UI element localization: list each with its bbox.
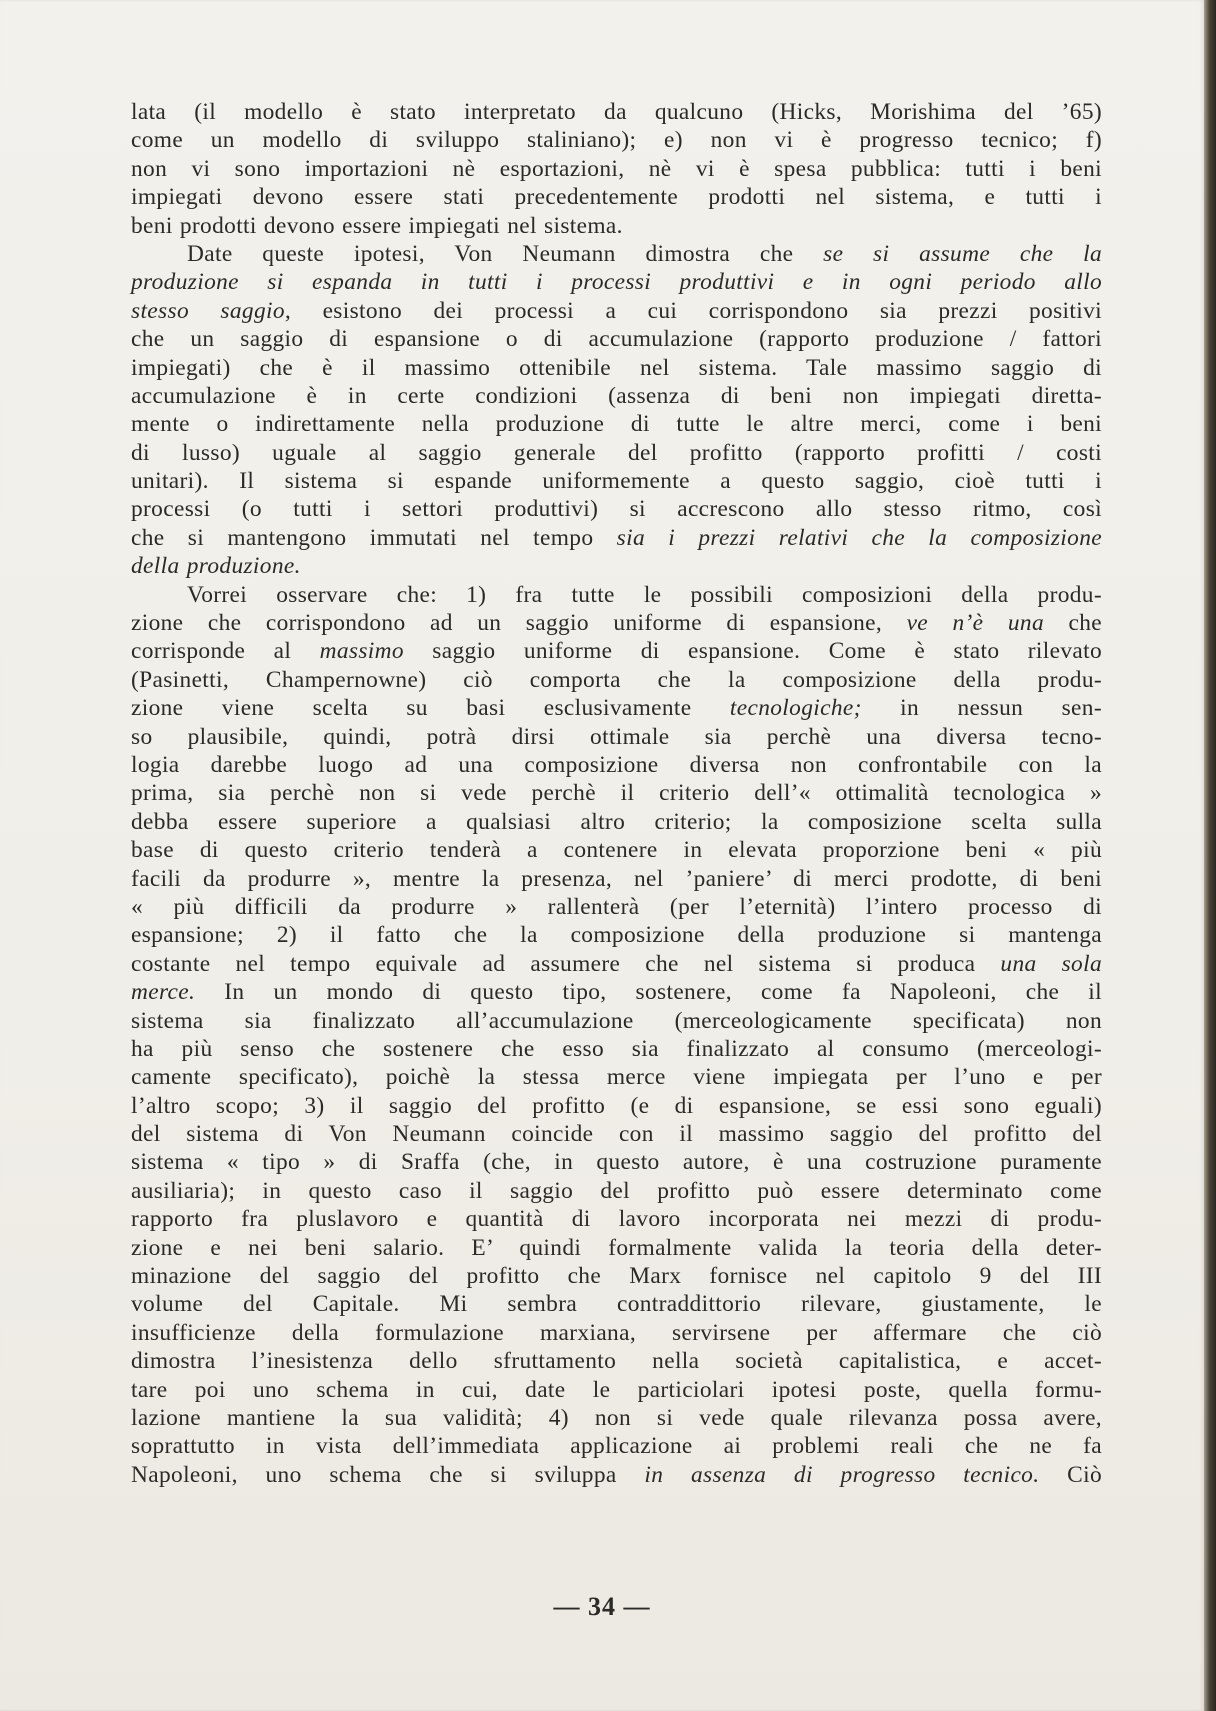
text-line: logia darebbe luogo ad una composizione diversa non confrontabile con la — [131, 751, 1102, 778]
text-run: che si mantengono immutati nel tempo — [131, 524, 617, 551]
text-line — [131, 694, 1102, 722]
text-line — [131, 637, 1102, 665]
text-line: Vorrei osservare che: 1) fra tutte le possibili composizioni della produ- — [187, 581, 1102, 608]
text-line: insufficienze della formulazione marxiana, servirsene per affermare che ciò — [131, 1319, 1102, 1346]
text-line: lata (il modello è stato interpretato da qualcuno (Hicks, Morishima del ’65) — [131, 99, 1102, 125]
text-line: base di questo criterio tenderà a contenere in elevata proporzione beni « più — [131, 837, 1102, 864]
text-line: del sistema di Von Neumann coincide con il massimo saggio del profitto del — [131, 1121, 1102, 1148]
text-line: soprattutto in vista dell’immediata applicazione ai problemi reali che ne fa — [131, 1433, 1102, 1460]
italic-run: sia i prezzi relativi che la composizione — [616, 524, 1102, 551]
text-run: costante nel tempo equivale ad assumere che nel sistema si produca — [131, 950, 1001, 977]
page-number-value: 34 — [588, 1592, 616, 1621]
body-text — [131, 98, 1102, 1489]
italic-run: stesso saggio, — [131, 297, 292, 324]
text-line — [131, 950, 1102, 978]
text-line: che un saggio di espansione o di accumulazione (rapporto produzione / fattori — [131, 326, 1102, 353]
text-line — [131, 297, 1102, 325]
text-line: non vi sono importazioni nè esportazioni, nè vi è spesa pubblica: tutti i beni — [131, 155, 1102, 182]
text-line: ausiliaria); in questo caso il saggio del profitto può essere determinato come — [131, 1177, 1102, 1204]
text-run: Date queste ipotesi, Von Neumann dimostra che — [187, 240, 824, 267]
text-run: che — [1044, 610, 1102, 637]
text-run: zione che corrispondono ad un saggio uniforme di espansione, — [131, 610, 907, 637]
text-line: prima, sia perchè non si vede perchè il criterio dell’« ottimalità tecnologica » — [131, 780, 1102, 807]
text-line — [131, 268, 1102, 296]
text-line: l’altro scopo; 3) il saggio del profitto (e di espansione, se essi sono eguali) — [131, 1092, 1102, 1119]
italic-run: in assenza di progresso tecnico. — [644, 1461, 1040, 1488]
text-run: corrisponde al — [131, 638, 320, 665]
text-line: processi (o tutti i settori produttivi) si accrescono allo stesso ritmo, così — [131, 496, 1102, 523]
text-line: accumulazione è in certe condizioni (assenza di beni non impiegati diretta- — [131, 382, 1102, 409]
text-line: rapporto fra pluslavoro e quantità di lavoro incorporata nei mezzi di produ- — [131, 1206, 1102, 1233]
italic-run: massimo — [319, 638, 404, 665]
page-number-dash-right: — — [623, 1592, 651, 1621]
text-line: impiegati devono essere stati precedentemente prodotti nel sistema, e tutti i — [131, 184, 1102, 211]
text-line: lazione mantiene la sua validità; 4) non si vede quale rilevanza possa avere, — [131, 1404, 1102, 1431]
text-line — [131, 1461, 1102, 1489]
text-run: Napoleoni, uno schema che si sviluppa — [131, 1461, 645, 1488]
text-line — [131, 552, 1102, 580]
text-line: come un modello di sviluppo staliniano); e) non vi è progresso tecnico; f) — [131, 127, 1102, 154]
text-line — [131, 240, 1102, 268]
text-line: so plausibile, quindi, potrà dirsi ottimale sia perchè una diversa tecno- — [131, 723, 1102, 750]
italic-run: se si assume che la — [823, 240, 1102, 267]
text-run: Ciò — [1039, 1461, 1103, 1488]
text-run: in nessun sen- — [861, 695, 1102, 722]
text-line: (Pasinetti, Champernowne) ciò comporta che la composizione della produ- — [131, 666, 1102, 693]
text-line: « più difficili da produrre » rallenterà (per l’eternità) l’intero processo di — [131, 893, 1102, 920]
text-run: In un mondo di questo tipo, sostenere, come fa Napoleoni, che il — [195, 979, 1102, 1006]
text-run: zione viene scelta su basi esclusivamente — [131, 695, 730, 722]
text-run: saggio uniforme di espansione. Come è stato rilevato — [403, 638, 1102, 665]
text-line: dimostra l’inesistenza dello sfruttamento nella società capitalistica, e accet- — [131, 1348, 1102, 1375]
text-line — [131, 524, 1102, 552]
text-run: esistono dei processi a cui corrispondono sia prezzi positivi — [291, 297, 1102, 324]
text-line: beni prodotti devono essere impiegati nel sistema. — [131, 212, 623, 239]
text-line: zione e nei beni salario. E’ quindi formalmente valida la teoria della deter- — [131, 1234, 1102, 1261]
italic-run: produzione si espanda in tutti i processi produttivi e in ogni periodo allo — [131, 269, 1102, 296]
text-line: tare poi uno schema in cui, date le particiolari ipotesi poste, quella formu- — [131, 1376, 1102, 1403]
text-line: sistema sia finalizzato all’accumulazione (merceologicamente specificata) non — [131, 1007, 1102, 1034]
text-line: ha più senso che sostenere che esso sia finalizzato al consumo (merceologi- — [131, 1035, 1102, 1062]
text-line — [131, 978, 1102, 1006]
text-line — [131, 609, 1102, 637]
italic-run: ve n’è una — [906, 610, 1045, 637]
italic-run: merce. — [131, 979, 196, 1006]
text-line: facili da produrre », mentre la presenza, nel ’paniere’ di merci prodotte, di beni — [131, 865, 1102, 892]
italic-run: tecnologiche; — [729, 695, 862, 722]
text-line: espansione; 2) il fatto che la composizione della produzione si mantenga — [131, 922, 1102, 949]
text-line: camente specificato), poichè la stessa merce viene impiegata per l’uno e per — [131, 1064, 1102, 1091]
text-line: debba essere superiore a qualsiasi altro criterio; la composizione scelta sulla — [131, 808, 1102, 835]
text-line: minazione del saggio del profitto che Marx fornisce nel capitolo 9 del III — [131, 1263, 1102, 1290]
page-number — [0, 1592, 1204, 1622]
text-line: impiegati) che è il massimo ottenibile nel sistema. Tale massimo saggio di — [131, 354, 1102, 381]
italic-run: una sola — [1000, 950, 1102, 977]
italic-run: della produzione. — [131, 553, 301, 580]
text-line: unitari). Il sistema si espande uniformemente a questo saggio, cioè tutti i — [131, 468, 1102, 495]
text-line: di lusso) uguale al saggio generale del profitto (rapporto profitti / costi — [131, 439, 1102, 466]
text-line: volume del Capitale. Mi sembra contraddittorio rilevare, giustamente, le — [131, 1291, 1102, 1318]
page-edge-shadow — [1204, 0, 1216, 1711]
page-number-dash-left: — — [553, 1592, 581, 1621]
text-line: sistema « tipo » di Sraffa (che, in questo autore, è una costruzione puramente — [131, 1149, 1102, 1176]
text-line: mente o indirettamente nella produzione di tutte le altre merci, come i beni — [131, 411, 1102, 438]
